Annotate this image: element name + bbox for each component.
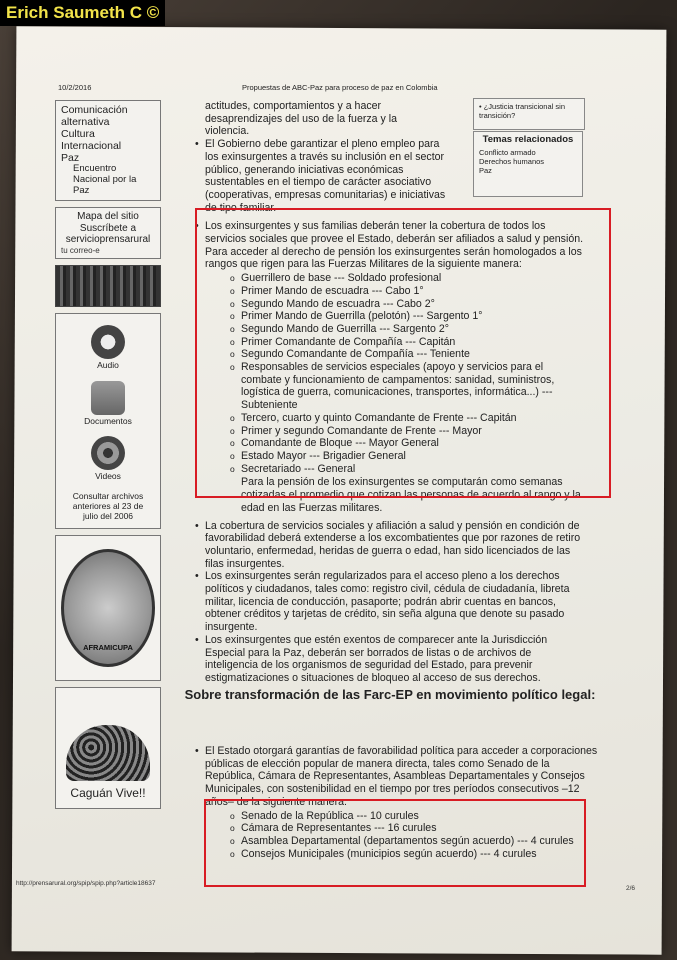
pension-note: Para la pensión de los exinsurgentes se computarán como semanas cotizadas el promedio que cotizan las personas de acuerdo al rango y la edad en las Fuerzas militares. [241, 476, 581, 514]
audio-label: Audio [97, 359, 119, 370]
bullet-estado [205, 745, 601, 860]
sidebar-media-box [55, 313, 161, 530]
curul-item: o Cámara de Representantes --- 16 curules [241, 822, 601, 835]
header-date: 10/2/2016 [58, 83, 92, 92]
cobertura-text: Los exinsurgentes y sus familias deberán tener la cobertura de todos los servicios sociales que provee el Estado, deberán ser afiliados a salud y pensión. Para acceder al derecho de pensión los exinsurgentes serán homologados a los rangos que rigen para las Fuerzas Militares de la siguiente manera: [205, 220, 584, 271]
main-content-political [193, 745, 601, 861]
text-line: actitudes, comportamientos y a hacer [205, 100, 382, 112]
subscribe-list-name: servicioprensarural [65, 234, 151, 246]
videos-label: Videos [95, 471, 121, 482]
caguan-text: Caguán Vive!! [70, 785, 146, 800]
banner-image [55, 265, 161, 307]
bullet-regularizados: • Los exinsurgentes serán regularizados para el acceso pleno a los derechos políticos y ciudadanos, tales como: registro civil, cédula de ciudadanía, libreta militar, licencia de conducción, pasaporte; podrán abrir cuentas en bancos, obtener créditos y tarjetas de crédito, sin seña alguna que denote su pasado insurgente. [205, 570, 586, 634]
aframicupa-seal[interactable] [55, 535, 161, 681]
footer-page-number: 2/6 [626, 885, 636, 892]
nav-sub-line: Encuentro [73, 163, 117, 175]
rank-item: o Secretariado --- General [241, 463, 586, 476]
audio-link[interactable] [61, 325, 155, 371]
related-article-text: • ¿Justicia transicional sin transición? [479, 102, 565, 120]
rank-item: o Primer Mando de escuadra --- Cabo 1° [241, 285, 586, 298]
rank-item: o Responsables de servicios especiales (apoyo y servicios para el combate y funcionamiento de campamentos: sanidad, suministros, logística de guerra, comunicaciones, transportes, informática...) --- Subteniente [241, 361, 586, 412]
watermark: Erich Saumeth C © [0, 0, 165, 26]
archive-line: Consultar archivos [72, 491, 144, 502]
proposal-list [193, 138, 586, 685]
intro-text [193, 100, 467, 138]
rank-item: o Primer Mando de Guerrilla (pelotón) --- Sargento 1° [241, 310, 586, 323]
curul-item: o Consejos Municipales (municipios según acuerdo) --- 4 curules [241, 848, 601, 861]
curul-item: o Asamblea Departamental (departamentos según acuerdo) --- 4 curules [241, 835, 601, 848]
rank-item: o Tercero, cuarto y quinto Comandante de Frente --- Capitán [241, 412, 586, 425]
rank-item: o Estado Mayor --- Brigadier General [241, 450, 586, 463]
header-title: Propuestas de ABC-Paz para proceso de paz en Colombia [242, 83, 438, 92]
rank-item: o Segundo Mando de Guerrilla --- Sargento 2° [241, 323, 586, 336]
seal-text: AFRAMICUPA [83, 642, 133, 652]
main-content [193, 100, 586, 685]
sidebar-map-box [55, 207, 161, 259]
archive-line: julio del 2006 [82, 510, 134, 521]
folder-icon [91, 381, 125, 415]
rank-item: o Segundo Comandante de Compañía --- Teniente [241, 348, 586, 361]
videos-link[interactable] [61, 436, 155, 482]
nav-item-internacional[interactable]: Internacional [61, 140, 122, 153]
bullet-exentos: • Los exinsurgentes que estén exentos de comparecer ante la Jurisdicción Especial para la Paz, deberán ser borrados de listas o de archivos de inteligencia de los organismos de seguridad del Estado, para prevenir estigmatizaciones o situaciones de bloqueo al acceso de sus derechos. [205, 634, 586, 685]
curul-item: o Senado de la República --- 10 curules [241, 810, 601, 823]
archive-link[interactable] [61, 492, 155, 521]
site-map-link[interactable]: Mapa del sitio [77, 211, 139, 223]
estado-text: El Estado otorgará garantías de favorabilidad política para acceder a corporaciones públicas de elección popular de manera directa, tales como Senado de la República, Cámara de Representantes, Asambleas Departamentales y Consejos Municipales, con sostenibilidad en el tiempo por tres períodos consecutivos –12 años– de la siguiente manera: [205, 745, 598, 808]
nav-sub-line: Paz [73, 185, 90, 197]
topic-link[interactable]: Paz [479, 165, 492, 175]
subscribe-label: Suscríbete a [79, 222, 137, 234]
rank-item: o Segundo Mando de escuadra --- Cabo 2° [241, 298, 586, 311]
crowd-logo-image [66, 725, 150, 781]
nav-item-cultura[interactable]: Cultura [61, 128, 95, 141]
footer-url[interactable]: http://prensarural.org/spip/spip.php?article18637 [16, 880, 156, 887]
section-title: Sobre transformación de las Farc-EP en movimiento político legal: [184, 687, 596, 702]
seal-logo [61, 549, 155, 667]
sidebar-nav [55, 100, 161, 201]
archive-line: anteriores al 23 de [72, 500, 144, 511]
ranks-list [205, 272, 586, 475]
nav-sub-line: Nacional por la [73, 174, 137, 186]
bullet-gobierno: • El Gobierno debe garantizar el pleno empleo para los exinsurgentes a través su inclusión en el sector público, generando iniciativas económicas sustentables en el tiempo de carácter asociativo (cooperativas, empresas comunitarias) e iniciativas de tipo familiar. [205, 138, 455, 214]
related-topics-title: Temas relacionados [482, 134, 574, 145]
bullet-favorabilidad: • La cobertura de servicios sociales y afiliación a salud y pensión en condición de favorabilidad deberá extenderse a los excombatientes que por razones de retiro voluntario, enfermedad, heridas de guerra o edad, han sido licenciados de las filas insurgentes. [205, 520, 586, 571]
email-field[interactable]: tu correo-e [61, 245, 100, 255]
rank-item: o Primer y segundo Comandante de Frente --- Mayor [241, 425, 586, 438]
rank-item: o Comandante de Bloque --- Mayor General [241, 437, 586, 450]
sidebar [55, 100, 161, 815]
film-reel-icon [91, 436, 125, 470]
topic-link[interactable]: Derechos humanos [479, 156, 545, 166]
rank-item: o Primer Comandante de Compañía --- Capitán [241, 336, 586, 349]
documents-label: Documentos [84, 415, 132, 426]
text-line: desaprendizajes del uso de la fuerza y la [205, 112, 397, 125]
political-list [193, 745, 601, 860]
nav-subitem-encuentro[interactable] [61, 164, 155, 197]
caguan-logo-box[interactable] [55, 687, 161, 809]
nav-item-paz[interactable]: Paz [61, 152, 80, 165]
curules-list [205, 810, 601, 861]
rank-item: o Guerrillero de base --- Soldado profesional [241, 272, 586, 285]
headphones-icon [91, 325, 125, 359]
topic-link[interactable]: Conflicto armado [479, 147, 536, 157]
text-line: violencia. [205, 125, 250, 138]
documents-link[interactable] [61, 381, 155, 427]
nav-item-comunicacion[interactable]: Comunicación alternativa [61, 104, 128, 129]
bullet-cobertura [205, 220, 586, 514]
